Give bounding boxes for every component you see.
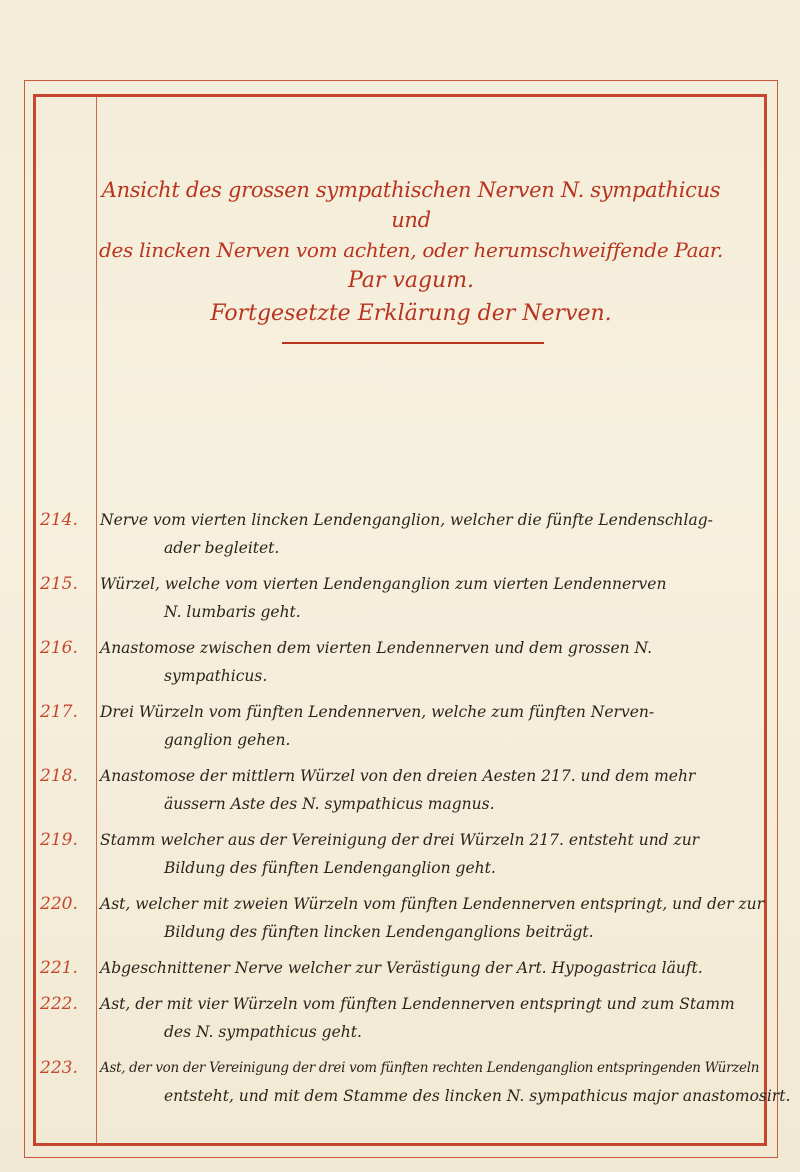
heading-line-2: des lincken Nerven vom achten, oder herumschweiffende Paar.: [98, 238, 724, 262]
list-item: [40, 954, 740, 982]
list-item: [40, 570, 740, 626]
entry-text: Ast, der von der Vereinigung der drei vom fünften rechten Lendenganglion entspringenden Würzeln: [100, 1060, 760, 1076]
entry-number: 218.: [40, 766, 78, 786]
entry-text: Drei Würzeln vom fünften Lendennerven, welche zum fünften Nerven-: [100, 703, 655, 721]
entry-number: 221.: [40, 958, 78, 978]
entry-text: Ast, welcher mit zweien Würzeln vom fünften Lendennerven entspringt, und der zur: [100, 895, 764, 913]
heading-underline: [282, 342, 544, 344]
entry-text-continued: Bildung des fünften lincken Lendenganglions beiträgt.: [164, 923, 594, 941]
entry-number: 214.: [40, 510, 78, 530]
page-heading: [96, 175, 726, 331]
entry-number: 215.: [40, 574, 78, 594]
entry-number: 222.: [40, 994, 78, 1014]
list-item: [40, 890, 764, 946]
entry-text-continued: N. lumbaris geht.: [164, 603, 301, 621]
entry-text-continued: ganglion gehen.: [164, 731, 291, 749]
list-item: [40, 990, 740, 1046]
entry-number: 223.: [40, 1058, 78, 1078]
list-item: [40, 762, 740, 818]
list-item: [40, 698, 740, 754]
heading-line-3: Par vagum.: [347, 268, 475, 293]
entry-text-continued: des N. sympathicus geht.: [164, 1023, 362, 1041]
list-item: [40, 1054, 791, 1110]
entry-text-continued: ader begleitet.: [164, 539, 280, 557]
entry-number: 216.: [40, 638, 78, 658]
entry-text: Würzel, welche vom vierten Lendenganglion zum vierten Lendennerven: [100, 575, 667, 593]
entry-number: 217.: [40, 702, 78, 722]
heading-line-4: Fortgesetzte Erklärung der Nerven.: [210, 301, 612, 326]
heading-line-1: Ansicht des grossen sympathischen Nerven N. sympathicus und: [101, 178, 721, 232]
entry-text: Nerve vom vierten lincken Lendenganglion, welcher die fünfte Lendenschlag-: [100, 511, 713, 529]
entry-text-continued: sympathicus.: [164, 667, 268, 685]
entry-number: 220.: [40, 894, 78, 914]
entry-text: Abgeschnittener Nerve welcher zur Verästigung der Art. Hypogastrica läuft.: [100, 959, 703, 977]
entry-text: Anastomose der mittlern Würzel von den dreien Aesten 217. und dem mehr: [100, 767, 696, 785]
entry-number: 219.: [40, 830, 78, 850]
list-item: [40, 826, 740, 882]
entry-list: [40, 506, 791, 1118]
entry-text: Stamm welcher aus der Vereinigung der drei Würzeln 217. entsteht und zur: [100, 831, 700, 849]
entry-text-continued: Bildung des fünften Lendenganglion geht.: [164, 859, 496, 877]
entry-text-continued: entsteht, und mit dem Stamme des lincken N. sympathicus major anastomosirt.: [164, 1087, 791, 1105]
entry-text: Anastomose zwischen dem vierten Lendennerven und dem grossen N.: [100, 639, 653, 657]
entry-text-continued: äussern Aste des N. sympathicus magnus.: [164, 795, 495, 813]
list-item: [40, 634, 740, 690]
entry-text: Ast, der mit vier Würzeln vom fünften Lendennerven entspringt und zum Stamm: [100, 995, 735, 1013]
list-item: [40, 506, 740, 562]
